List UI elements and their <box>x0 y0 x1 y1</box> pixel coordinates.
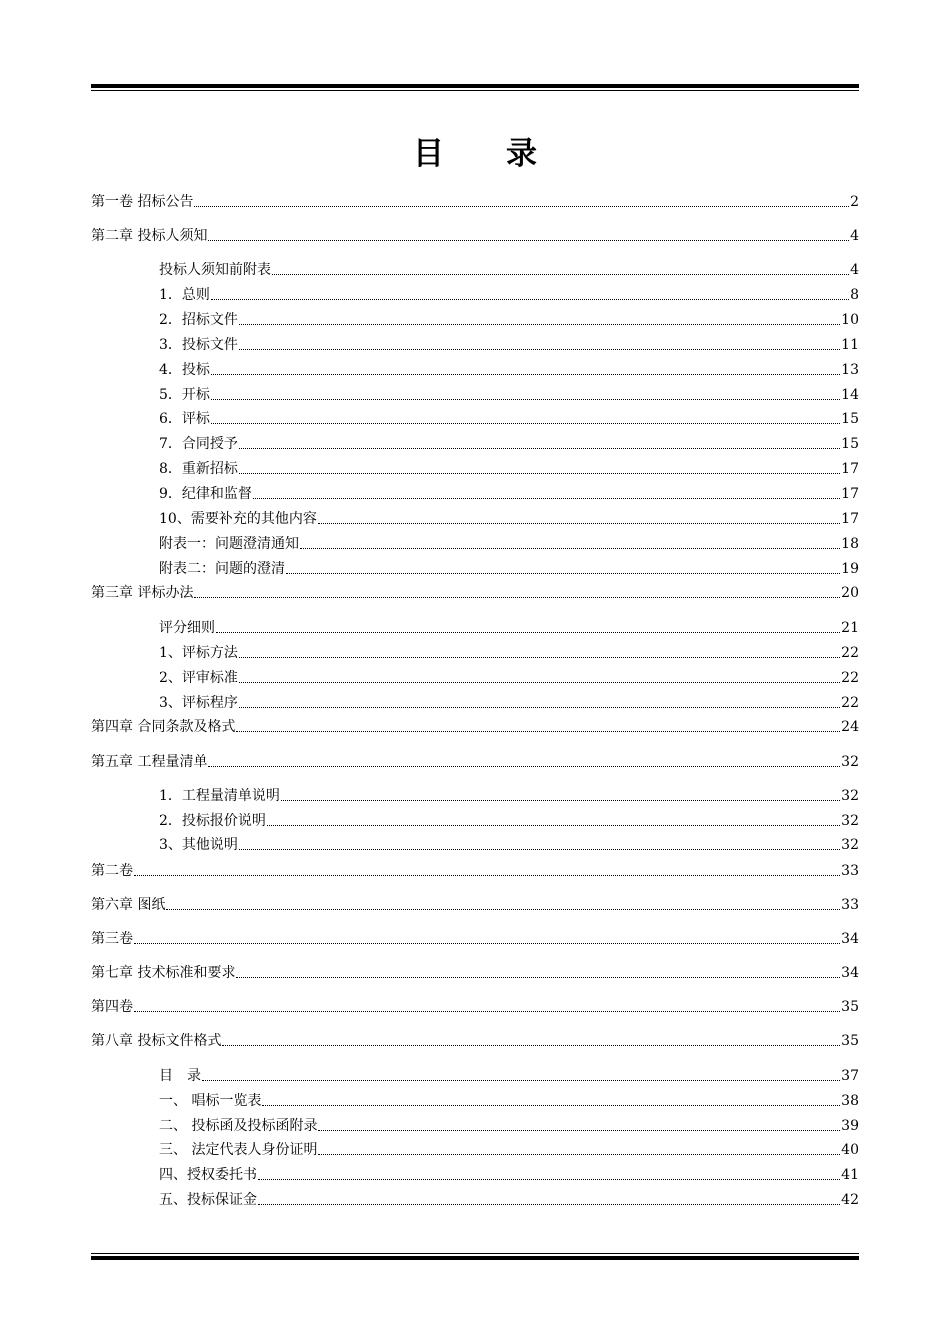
toc-entry[interactable]: 第五章 工程量清单 32 <box>91 754 859 770</box>
toc-entry[interactable]: 二、 投标函及投标函附录 39 <box>159 1118 859 1134</box>
toc-entry[interactable]: 第六章 图纸 33 <box>91 897 859 913</box>
toc-entry[interactable]: 7．合同授予 15 <box>159 436 859 452</box>
toc-entry[interactable]: 第七章 技术标准和要求 34 <box>91 965 859 981</box>
toc-entry[interactable]: 附表一：问题澄清通知 18 <box>159 536 859 552</box>
toc-entry[interactable]: 9．纪律和监督 17 <box>159 486 859 502</box>
toc-entry[interactable]: 第四卷 35 <box>91 999 859 1015</box>
toc-entry[interactable]: 2、评审标准 22 <box>159 670 859 686</box>
toc-entry[interactable]: 1．总则 8 <box>159 287 859 303</box>
top-rule <box>91 84 859 91</box>
toc-entry[interactable]: 第二章 投标人须知 4 <box>91 228 859 244</box>
bottom-rule <box>91 1251 859 1260</box>
toc-entry[interactable]: 附表二：问题的澄清 19 <box>159 561 859 577</box>
toc-entry[interactable]: 四、授权委托书 41 <box>159 1167 859 1183</box>
toc-entry[interactable]: 10、需要补充的其他内容 17 <box>159 511 859 527</box>
toc-entry[interactable]: 1、评标方法 22 <box>159 645 859 661</box>
toc-entry[interactable]: 评分细则 21 <box>159 620 859 636</box>
toc-entry[interactable]: 五、投标保证金 42 <box>159 1192 859 1208</box>
toc-entry[interactable]: 1．工程量清单说明 32 <box>159 788 859 804</box>
toc-entry[interactable]: 3、其他说明 32 <box>159 837 859 853</box>
toc-entry[interactable]: 一、 唱标一览表 38 <box>159 1093 859 1109</box>
toc-entry[interactable]: 第三卷 34 <box>91 931 859 947</box>
toc-entry[interactable]: 3．投标文件 11 <box>159 337 859 353</box>
toc-entry[interactable]: 投标人须知前附表 4 <box>159 262 859 278</box>
toc-entry[interactable]: 6．评标 15 <box>159 411 859 427</box>
toc-entry[interactable]: 第二卷 33 <box>91 863 859 879</box>
toc-entry[interactable]: 5．开标 14 <box>159 387 859 403</box>
toc-entry[interactable]: 3、评标程序 22 <box>159 695 859 711</box>
page-title: 目 录 <box>413 136 537 172</box>
toc-entry[interactable]: 三、 法定代表人身份证明 40 <box>159 1142 859 1158</box>
toc-entry[interactable]: 目 录 37 <box>159 1068 859 1084</box>
toc-entry[interactable]: 2．招标文件 10 <box>159 312 859 328</box>
toc-entry[interactable]: 第八章 投标文件格式 35 <box>91 1033 859 1049</box>
toc-entry[interactable]: 第一卷 招标公告 2 <box>91 194 859 210</box>
toc-entry[interactable]: 第四章 合同条款及格式 24 <box>91 719 859 735</box>
toc-entry[interactable]: 第三章 评标办法 20 <box>91 585 859 601</box>
toc-entry[interactable]: 8．重新招标 17 <box>159 461 859 477</box>
toc-entry[interactable]: 2．投标报价说明 32 <box>159 813 859 829</box>
toc-entry[interactable]: 4．投标 13 <box>159 362 859 378</box>
